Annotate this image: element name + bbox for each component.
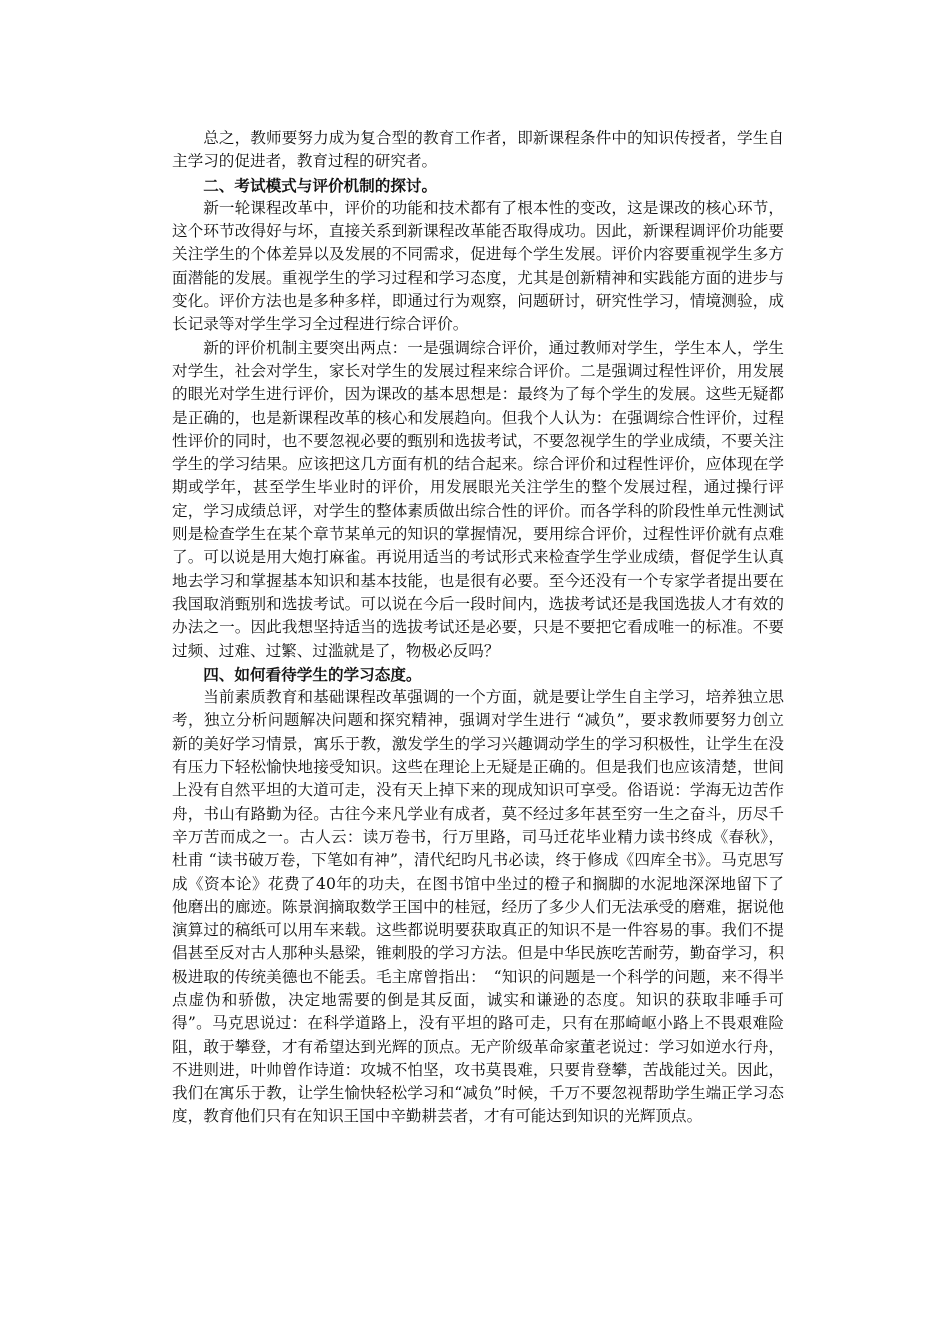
document-body [172,127,784,1129]
paragraph-evaluation-reform: 新一轮课程改革中，评价的功能和技术都有了根本性的变改，这是课改的核心环节，这个环节改得好与坏，直接关系到新课程改革能否取得成功。因此，新课程调评价功能要关注学生的个体差异以及发展的不同需求，促进每个学生发展。评价内容要重视学生多方面潜能的发展。重视学生的学习过程和学习态度，尤其是创新精神和实践能方面的进步与变化。评价方法也是多种多样，即通过行为观察，问题研讨，研究性学习，情境测验，成长记录等对学生学习全过程进行综合评价。 [172,198,784,334]
section-heading-exam-evaluation: 二、考试模式与评价机制的探讨。 [203,175,438,195]
paragraph-learning-attitude: 当前素质教育和基础课程改革强调的一个方面，就是要让学生自主学习，培养独立思考，独立分析问题解决问题和探究精神，强调对学生进行 “减负”，要求教师要努力创立新的美好学习情景，寓乐于教，激发学生的学习兴趣调动学生的学习积极性，让学生在没有压力下轻松愉快地接受知识。这些在理论上无疑是正确的。但是我们也应该清楚，世间上没有自然平坦的大道可走，没有天上掉下来的现成知识可享受。俗语说：学海无边苦作舟，书山有路勤为径。古往今来凡学业有成者，莫不经过多年甚至穷一生之奋斗，历尽千辛万苦而成之一。古人云：读万卷书，行万里路，司马迁花毕业精力读书终成《春秋》，杜甫 “读书破万卷，下笔如有神”，清代纪昀凡书必读，终于修成《四库全书》。马克思写成《资本论》花费了40年的功夫，在图书馆中坐过的橙子和搁脚的水泥地深深地留下了他磨出的廊迹。陈景润摘取数学王国中的桂冠，经历了多少人们无法承受的磨难，据说他演算过的稿纸可以用车来载。这些都说明要获取真正的知识不是一件容易的事。我们不提倡甚至反对古人那种头悬梁，锥刺股的学习方法。但是中华民族吃苦耐劳，勤奋学习，积极进取的传统美德也不能丢。毛主席曾指出： “知识的问题是一个科学的问题，来不得半点虚伪和骄傲，决定地需要的倒是其反面，诚实和谦逊的态度。知识的获取非唾手可得”。马克思说过：在科学道路上，没有平坦的路可走，只有在那崎岖小路上不畏艰难险阻，敢于攀登，才有希望达到光辉的顶点。无产阶级革命家董老说过：学习如逆水行舟，不进则进，叶帅曾作诗道：攻城不怕坚，攻书莫畏难，只要肯登攀，苦战能过关。因此，我们在寓乐于教，让学生愉快轻松学习和“减负”时候，千万不要忽视帮助学生端正学习态度，教育他们只有在知识王国中辛勤耕芸者，才有可能达到知识的光辉顶点。 [172,688,784,1126]
paragraph-evaluation-mechanism: 新的评价机制主要突出两点：一是强调综合评价，通过教师对学生，学生本人，学生对学生，社会对学生，家长对学生的发展过程来综合评价。二是强调过程性评价，用发展的眼光对学生进行评价，因为课改的基本思想是：最终为了每个学生的发展。这些无疑都是正确的，也是新课程改革的核心和发展趋向。但我个人认为：在强调综合性评价，过程性评价的同时，也不要忽视必要的甄别和选拔考试，不要忽视学生的学业成绩，不要关注学生的学习结果。应该把这几方面有机的结合起来。综合评价和过程性评价，应体现在学期或学年，甚至学生毕业时的评价，用发展眼光关注学生的整个发展过程，通过操行评定，学习成绩总评，对学生的整体素质做出综合性的评价。而各学科的阶段性单元性测试则是检查学生在某个章节某单元的知识的掌握情况，要用综合评价，过程性评价就有点难了。可以说是用大炮打麻雀。再说用适当的考试形式来检查学生学业成绩，督促学生认真地去学习和掌握基本知识和基本技能，也是很有必要。至今还没有一个专家学者提出要在我国取消甄别和选拔考试。可以说在今后一段时间内，选拔考试还是我国选拔人才有效的办法之一。因此我想坚持适当的选拔考试还是必要，只是不要把它看成唯一的标准。不要过频、过难、过繁、过滥就是了，物极必反吗？ [172,338,784,660]
paragraph-summary: 总之，教师要努力成为复合型的教育工作者，即新课程条件中的知识传授者，学生自主学习的促进者，教育过程的研究者。 [172,129,784,171]
section-heading-learning-attitude: 四、如何看待学生的学习态度。 [203,664,422,684]
